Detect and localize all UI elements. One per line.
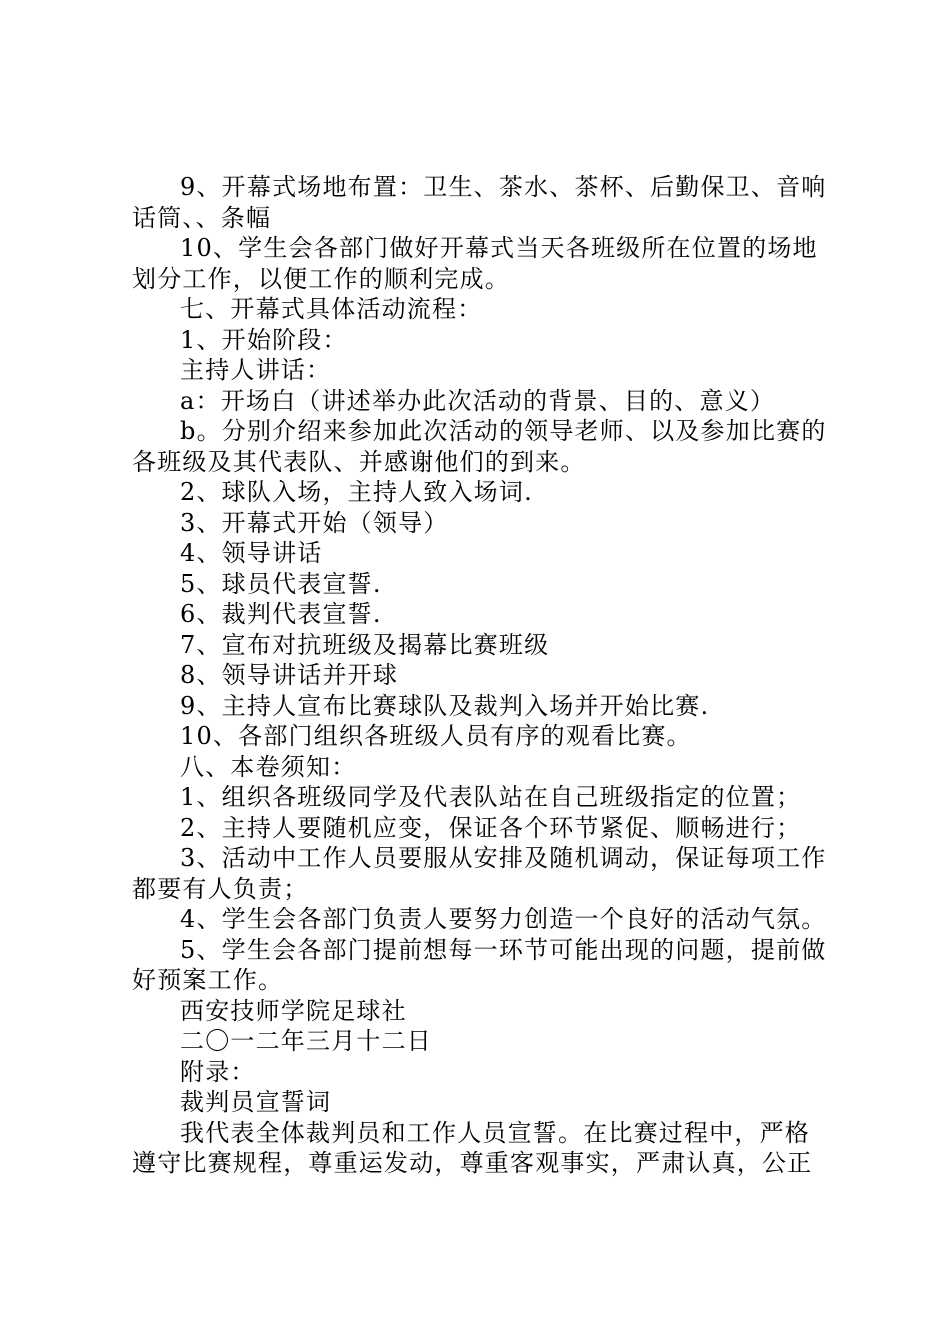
paragraph-note-5: 5、学生会各部门提前想每一环节可能出现的问题，提前做好预案工作。 bbox=[132, 935, 827, 994]
paragraph-opening-remarks: a：开场白（讲述举办此次活动的背景、目的、意义） bbox=[180, 386, 776, 415]
paragraph-referee-oath-text: 我代表全体裁判员和工作人员宣誓。在比赛过程中，严格遵守比赛规程，尊重运发动，尊重客观事实，严肃认真，公正 bbox=[132, 1118, 813, 1177]
section-heading-opening-flow: 七、开幕式具体活动流程： bbox=[180, 295, 483, 323]
paragraph-kickoff: 8、领导讲话并开球 bbox=[180, 661, 399, 689]
document-body bbox=[132, 172, 832, 1179]
paragraph-setup-venue: 9、开幕式场地布置：卫生、茶水、茶杯、后勤保卫、音响话筒、、条幅 bbox=[132, 173, 827, 232]
appendix-label: 附录： bbox=[180, 1057, 256, 1086]
paragraph-note-4: 4、学生会各部门负责人要努力创造一个良好的活动气氛。 bbox=[180, 905, 827, 933]
paragraph-team-entrance: 2、球队入场，主持人致入场词. bbox=[180, 478, 533, 506]
paragraph-start-stage: 1、开始阶段： bbox=[180, 325, 348, 354]
paragraph-ceremony-start: 3、开幕式开始（领导） bbox=[180, 508, 449, 537]
appendix-title: 裁判员宣誓词 bbox=[180, 1088, 332, 1116]
paragraph-match-start: 9、主持人宣布比赛球队及裁判入场并开始比赛. bbox=[180, 691, 710, 720]
paragraph-host-speech: 主持人讲话： bbox=[180, 356, 332, 384]
paragraph-note-1: 1、组织各班级同学及代表队站在自己班级指定的位置； bbox=[180, 783, 802, 811]
signature-organization: 西安技师学院足球社 bbox=[180, 996, 407, 1025]
paragraph-note-3: 3、活动中工作人员要服从安排及随机调动，保证每项工作都要有人负责； bbox=[132, 844, 827, 903]
paragraph-referee-oath: 6、裁判代表宣誓. bbox=[180, 600, 382, 628]
paragraph-note-2: 2、主持人要随机应变，保证各个环节紧促、顺畅进行； bbox=[180, 813, 802, 842]
paragraph-orderly-viewing: 10、各部门组织各班级人员有序的观看比赛。 bbox=[180, 722, 692, 750]
signature-date: 二〇一二年三月十二日 bbox=[180, 1027, 432, 1055]
section-heading-notes: 八、本卷须知： bbox=[180, 752, 357, 781]
paragraph-area-division: 10、学生会各部门做好开幕式当天各班级所在位置的场地划分工作，以便工作的顺利完成。 bbox=[132, 234, 818, 293]
paragraph-leader-speech: 4、领导讲话 bbox=[180, 539, 323, 567]
paragraph-announce-classes: 7、宣布对抗班级及揭幕比赛班级 bbox=[180, 630, 550, 659]
paragraph-introductions: b。分别介绍来参加此次活动的领导老师、以及参加比赛的各班级及其代表队、并感谢他们的到来。 bbox=[132, 417, 827, 476]
paragraph-player-oath: 5、球员代表宣誓. bbox=[180, 569, 382, 598]
